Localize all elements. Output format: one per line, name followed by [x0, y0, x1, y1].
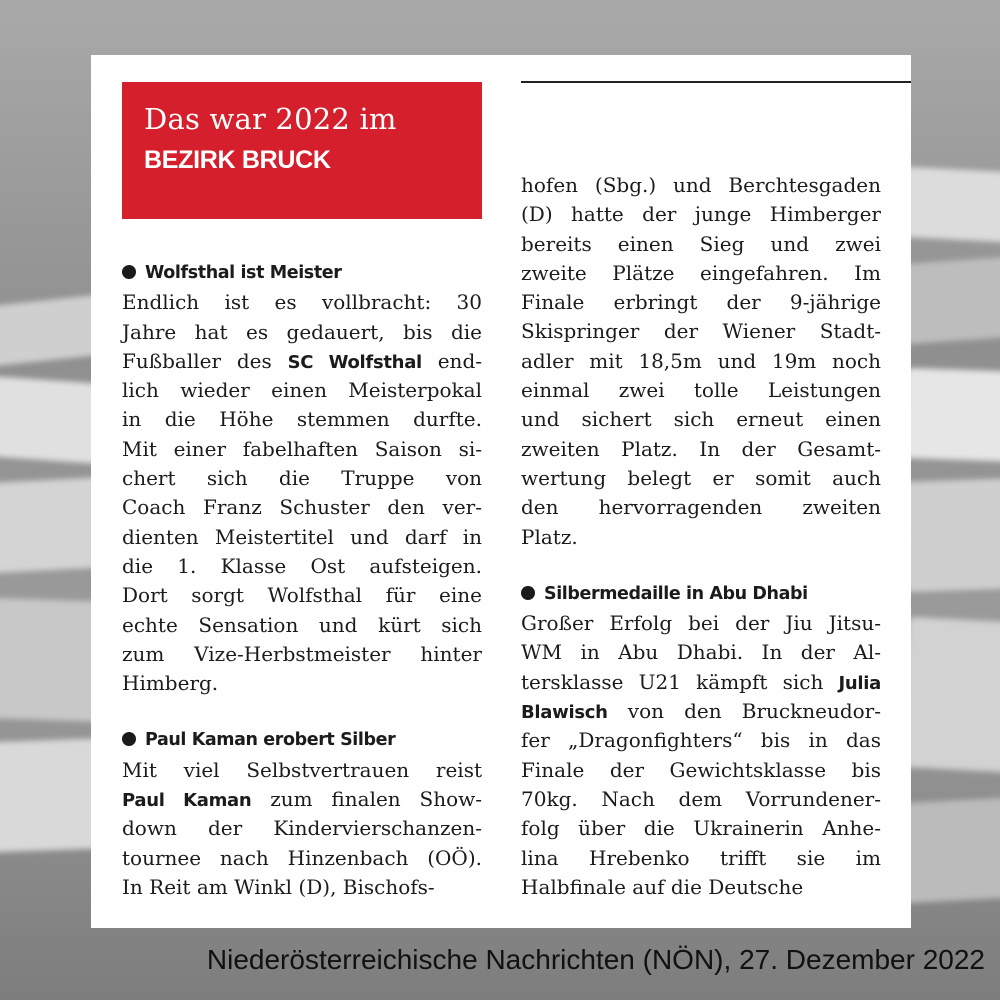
- text-line: Fußballer des SC Wolfsthal end-: [122, 348, 482, 373]
- bullet-icon: [122, 265, 136, 279]
- text-line: Blawisch von den Bruckneudor-: [521, 699, 881, 724]
- text-line: echte Sensation und kürt sich: [122, 612, 482, 637]
- text-line: lich wieder einen Meisterpokal: [122, 378, 482, 403]
- text-line: Paul Kaman zum finalen Show-: [122, 787, 482, 812]
- text-line: adler mit 18,5m und 19m noch: [521, 348, 881, 373]
- bullet-icon: [122, 732, 136, 746]
- text-line: Mit viel Selbstvertrauen reist: [122, 757, 482, 782]
- text-line: Jahre hat es gedauert, bis die: [122, 319, 482, 344]
- left-column: [122, 259, 482, 902]
- text-line: zum Vize-Herbstmeister hinter: [122, 641, 482, 666]
- source-caption: Niederösterreichische Nachrichten (NÖN), 27. Dezember 2022: [206, 944, 985, 975]
- text-line: bereits einen Sieg und zwei: [521, 231, 881, 256]
- article-1-heading: Wolfsthal ist Meister: [122, 259, 482, 288]
- header-title: Das war 2022 im: [144, 102, 397, 136]
- text-line: folg über die Ukrainerin Anhe-: [521, 816, 881, 841]
- text-line: down der Kindervierschanzen-: [122, 816, 482, 841]
- text-line: (D) hatte der junge Himberger: [521, 202, 881, 227]
- text-line: Skispringer der Wiener Stadt-: [521, 319, 881, 344]
- article-2-heading: Paul Kaman erobert Silber: [122, 726, 482, 755]
- text-line: lina Hrebenko trifft sie im: [521, 845, 881, 870]
- text-line: Finale der Gewichtsklasse bis: [521, 757, 881, 782]
- text-line: fer „Dragonfighters“ bis in das: [521, 728, 881, 753]
- text-line: und sichert sich erneut einen: [521, 407, 881, 432]
- text-line: tournee nach Hinzenbach (OÖ).: [122, 845, 482, 870]
- text-line: den hervorragenden zweiten: [521, 495, 881, 520]
- text-line: WM in Abu Dhabi. In der Al-: [521, 640, 881, 665]
- text-line: zweite Plätze eingefahren. Im: [521, 260, 881, 285]
- text-line: Finale erbringt der 9-jährige: [521, 290, 881, 315]
- text-line: einmal zwei tolle Leistungen: [521, 378, 881, 403]
- header-subtitle: BEZIRK BRUCK: [144, 146, 331, 174]
- column-top-rule: [521, 81, 911, 83]
- article-3-heading: Silbermedaille in Abu Dhabi: [521, 580, 881, 609]
- newspaper-clipping: [91, 55, 911, 928]
- text-line: tersklasse U21 kämpft sich Julia: [521, 669, 881, 694]
- text-line: Mit einer fabelhaften Saison si-: [122, 436, 482, 461]
- article-2-continuation: [521, 171, 881, 552]
- text-line: hofen (Sbg.) und Berchtesgaden: [521, 173, 881, 197]
- article-2-body: [122, 756, 482, 902]
- text-line: Großer Erfolg bei der Jiu Jitsu-: [521, 611, 881, 636]
- text-line: Himberg.: [122, 671, 219, 696]
- text-line: 70kg. Nach dem Vorrundener-: [521, 786, 881, 811]
- right-column: [521, 171, 881, 902]
- text-line: dienten Meistertitel und darf in: [122, 524, 482, 549]
- text-line: chert sich die Truppe von: [122, 466, 482, 491]
- article-1-body: [122, 288, 482, 698]
- text-line: Halbfinale auf die Deutsche: [521, 874, 804, 899]
- text-line: Coach Franz Schuster den ver-: [122, 495, 482, 520]
- text-line: zweiten Platz. In der Gesamt-: [521, 436, 881, 461]
- text-line: wertung belegt er somit auch: [521, 465, 881, 490]
- text-line: Endlich ist es vollbracht: 30: [122, 290, 482, 315]
- text-line: die 1. Klasse Ost aufsteigen.: [122, 553, 482, 578]
- text-line: Platz.: [521, 524, 578, 549]
- article-3-body: [521, 609, 881, 902]
- text-line: In Reit am Winkl (D), Bischofs-: [122, 874, 435, 899]
- bullet-icon: [521, 586, 535, 600]
- text-line: Dort sorgt Wolfsthal für eine: [122, 583, 482, 608]
- text-line: in die Höhe stemmen durfte.: [122, 407, 482, 432]
- header-box: [122, 82, 482, 219]
